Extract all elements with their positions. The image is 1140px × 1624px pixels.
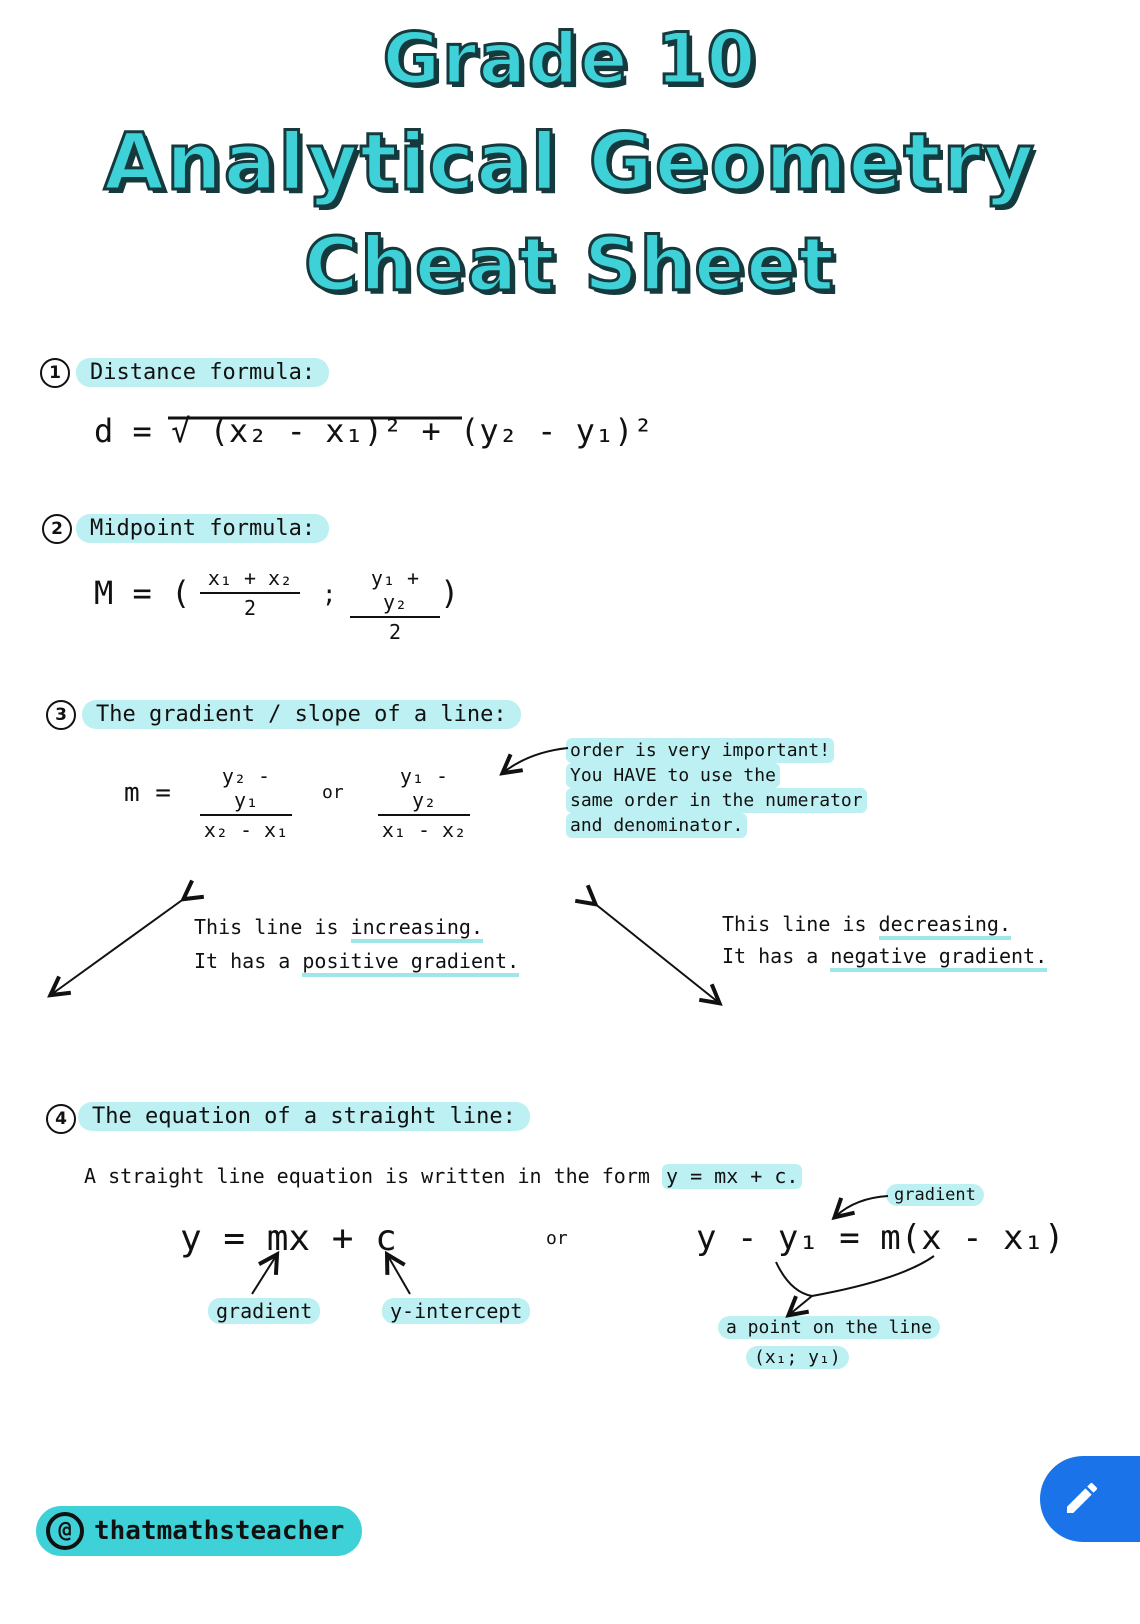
midpoint-close: ): [440, 574, 460, 612]
increasing-line-2-em: positive gradient.: [302, 949, 519, 977]
decreasing-line-2-pre: It has a: [722, 944, 831, 968]
increasing-line-1-em: increasing.: [351, 915, 483, 943]
decreasing-line-arrow: [594, 903, 718, 1002]
equation-or: or: [546, 1228, 568, 1249]
midpoint-separator: ;: [322, 580, 337, 608]
decreasing-line-2-em: negative gradient.: [830, 944, 1047, 972]
note-arrow: [504, 748, 568, 772]
label-gradient: gradient: [208, 1298, 320, 1324]
label-y-intercept: y-intercept: [382, 1298, 530, 1324]
note-line-4: and denominator.: [566, 813, 747, 838]
note-line-2: You HAVE to use the: [566, 763, 780, 788]
midpoint-y-denominator: 2: [388, 620, 402, 644]
gradient-2-denominator: x₁ - x₂: [381, 818, 467, 842]
gradient-pointer-arrow: [252, 1256, 276, 1294]
section-4-number: 4: [46, 1104, 76, 1134]
point-pointer-arrow: [790, 1296, 812, 1314]
edit-fab-button[interactable]: [1040, 1456, 1140, 1542]
intro-form: y = mx + c.: [662, 1164, 802, 1189]
midpoint-lhs: M = (: [94, 574, 191, 612]
section-2-number: 2: [42, 514, 72, 544]
equation-standard: y = mx + c: [180, 1218, 397, 1259]
section-3-heading: The gradient / slope of a line:: [82, 700, 521, 729]
gradient-1-numerator: y₂ - y₁: [200, 764, 292, 816]
intercept-pointer-arrow: [388, 1256, 410, 1294]
title-line-3: Cheat Sheet: [304, 222, 836, 308]
section-1-heading: Distance formula:: [76, 358, 329, 387]
gradient-or: or: [322, 782, 344, 803]
gradient-1-denominator: x₂ - x₁: [203, 818, 289, 842]
distance-formula: d = √ (x₂ - x₁)² + (y₂ - y₁)²: [94, 412, 653, 450]
midpoint-x-numerator: x₁ + x₂: [200, 566, 300, 594]
gradient-lhs: m =: [124, 778, 171, 808]
signature-badge: [36, 1506, 362, 1556]
note-line-3: same order in the numerator: [566, 788, 867, 813]
equation-point-slope: y - y₁ = m(x - x₁): [696, 1218, 1065, 1258]
label-gradient-2: gradient: [886, 1184, 984, 1206]
midpoint-x-denominator: 2: [243, 596, 257, 620]
title-line-1: Grade 10: [382, 18, 758, 100]
decreasing-line-1-em: decreasing.: [879, 912, 1011, 940]
point-brace: [776, 1256, 934, 1296]
increasing-line-2-pre: It has a: [194, 949, 303, 973]
note-line-1: order is very important!: [566, 738, 834, 763]
label-point: a point on the line: [718, 1316, 940, 1339]
section-3-number: 3: [46, 700, 76, 730]
intro-text: A straight line equation is written in the form: [84, 1164, 650, 1188]
section-1-number: 1: [40, 358, 70, 388]
label-point-coords: (x₁; y₁): [746, 1346, 849, 1369]
signature-handle: thatmathsteacher: [94, 1516, 345, 1546]
title-line-2: Analytical Geometry: [103, 118, 1037, 208]
increasing-line-arrow: [52, 898, 185, 994]
increasing-line-1-pre: This line is: [194, 915, 351, 939]
gradient-2-numerator: y₁ - y₂: [378, 764, 470, 816]
section-2-heading: Midpoint formula:: [76, 514, 329, 543]
pencil-icon: [1062, 1478, 1102, 1518]
gradient2-pointer-arrow: [836, 1196, 888, 1216]
at-icon: @: [46, 1512, 84, 1550]
midpoint-y-numerator: y₁ + y₂: [350, 566, 440, 618]
decreasing-line-1-pre: This line is: [722, 912, 879, 936]
section-4-heading: The equation of a straight line:: [78, 1102, 530, 1131]
